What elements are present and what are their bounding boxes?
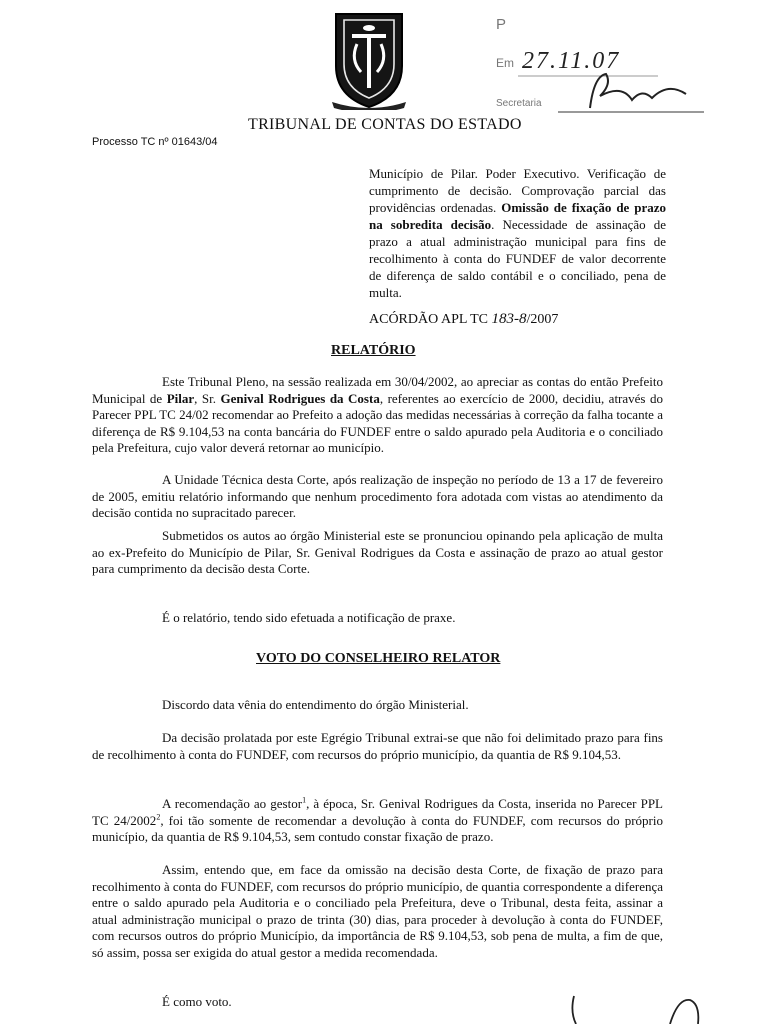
stamp-top-text: P [496,16,507,33]
paragraph-text: Submetidos os autos ao órgão Ministerial este se pronunciou opinando pela aplicação de multa ao ex-Prefeito do Município de Pilar, Sr. Genival Rodrigues da Costa e assinação de prazo ao atual gestor para cumprimento da decisão desta Corte. [92,528,663,576]
ementa-text: Município de Pilar. Poder Executivo. Verificação de cumprimento de decisão. Comprovação parcial das providências ordenadas. [369,166,666,215]
footnote-marker: 2 [156,812,161,822]
voto-heading: VOTO DO CONSELHEIRO RELATOR [256,651,501,666]
paragraph-text: Este Tribunal Pleno, na sessão realizada em 30/04/2002, ao apreciar as contas do então Prefeito Municipal de [92,374,663,406]
relatorio-paragraph [92,472,663,522]
paragraph-text: , foi tão somente de recomendar a devolução à conta do FUNDEF, com recursos do próprio município, da quantia de R$ 9.104,53, sem contudo constar fixação de prazo. [92,812,663,844]
ementa-summary [369,165,666,301]
paragraph-bold: Genival Rodrigues da Costa [220,390,380,406]
relatorio-paragraph [92,528,663,578]
acordao-suffix: /2007 [526,312,559,327]
paragraph-text: , referentes ao exercício de 2000, decidiu, através do Parecer PPL TC 24/02 recomendar ao Prefeito a adoção das medidas necessárias à correção da falha tocante a diferença de R$ 9.104,53 na conta bancária do FUNDEF entre o saldo apurado pela Auditoria e o conciliado pela Prefeitura, cujo valor deverá retornar ao município. [92,390,663,455]
voto-paragraph [92,862,663,961]
paragraph-text: A Unidade Técnica desta Corte, após realização de inspeção no período de 13 a 17 de fevereiro de 2005, emitiu relatório informando que nenhum procedimento fora adotada com vistas ao atendimento da decisão contida no supracitado parecer. [92,472,663,520]
relatorio-paragraph [92,374,663,457]
stamp-date-label: Em [496,56,514,70]
stamp-role-label: Secretaria [496,98,542,109]
paragraph-text: Da decisão prolatada por este Egrégio Tribunal extrai-se que não foi delimitado prazo para fins de recolhimento à conta do FUNDEF, com recursos do próprio município, da quantia de R$ 9.104,53. [92,730,663,762]
relatorio-heading: RELATÓRIO [331,343,416,358]
court-crest-icon [330,10,408,110]
ementa-bold-text: Omissão de fixação de prazo na sobredita decisão [369,200,667,232]
voto-paragraph [92,796,663,846]
acordao-handwritten-number: 183-8 [491,311,527,327]
handwritten-signature-icon [482,14,712,124]
voto-paragraph [92,730,663,763]
paragraph-text: A recomendação ao gestor [162,796,303,811]
process-number: Processo TC nº 01643/04 [92,136,218,148]
paragraph-text: , à época, Sr. Genival Rodrigues da Costa, inserida no Parecer PPL TC 24/2002 [92,796,663,828]
paragraph-text: Assim, entendo que, em face da omissão na decisão desta Corte, de fixação de prazo para recolhimento à conta do FUNDEF, com recursos do próprio município, de quantia correspondente a diferença entre o saldo apurado pela Auditoria e o conciliado pela Prefeitura, deve o Tribunal, desta feita, assinar a atual administração municipal o prazo de trinta (30) dias, para proceder à devolução à conta do FUNDEF, com recursos outros do próprio Município, da importância de R$ 9.104,53, sob pena de multa, a fim de que, só assim, possa ser exigida do atual gestor a medida recomendada. [92,862,663,960]
paragraph-text: É o relatório, tendo sido efetuada a notificação de praxe. [162,610,456,625]
receipt-stamp [482,14,712,124]
ementa-text: . Necessidade de assinação de prazo a atual administração municipal para fins de recolhimento à conta do FUNDEF de valor decorrente de diferença de saldo contábil e o conciliado, pena de multa. [369,217,667,300]
paragraph-text: , Sr. [194,390,221,406]
voto-paragraph [92,697,663,714]
acordao-prefix: ACÓRDÃO APL TC [369,312,492,327]
paragraph-text: É como voto. [162,994,232,1009]
bottom-signature-icon [560,990,740,1024]
stamp-date: 27.11.07 [522,48,621,74]
relatorio-closing [92,610,663,627]
paragraph-text: Discordo data vênia do entendimento do órgão Ministerial. [162,697,469,712]
acordao-number [369,311,558,328]
footnote-marker: 1 [302,795,307,805]
paragraph-bold: Pilar [166,390,195,406]
court-title: TRIBUNAL DE CONTAS DO ESTADO [248,116,522,133]
